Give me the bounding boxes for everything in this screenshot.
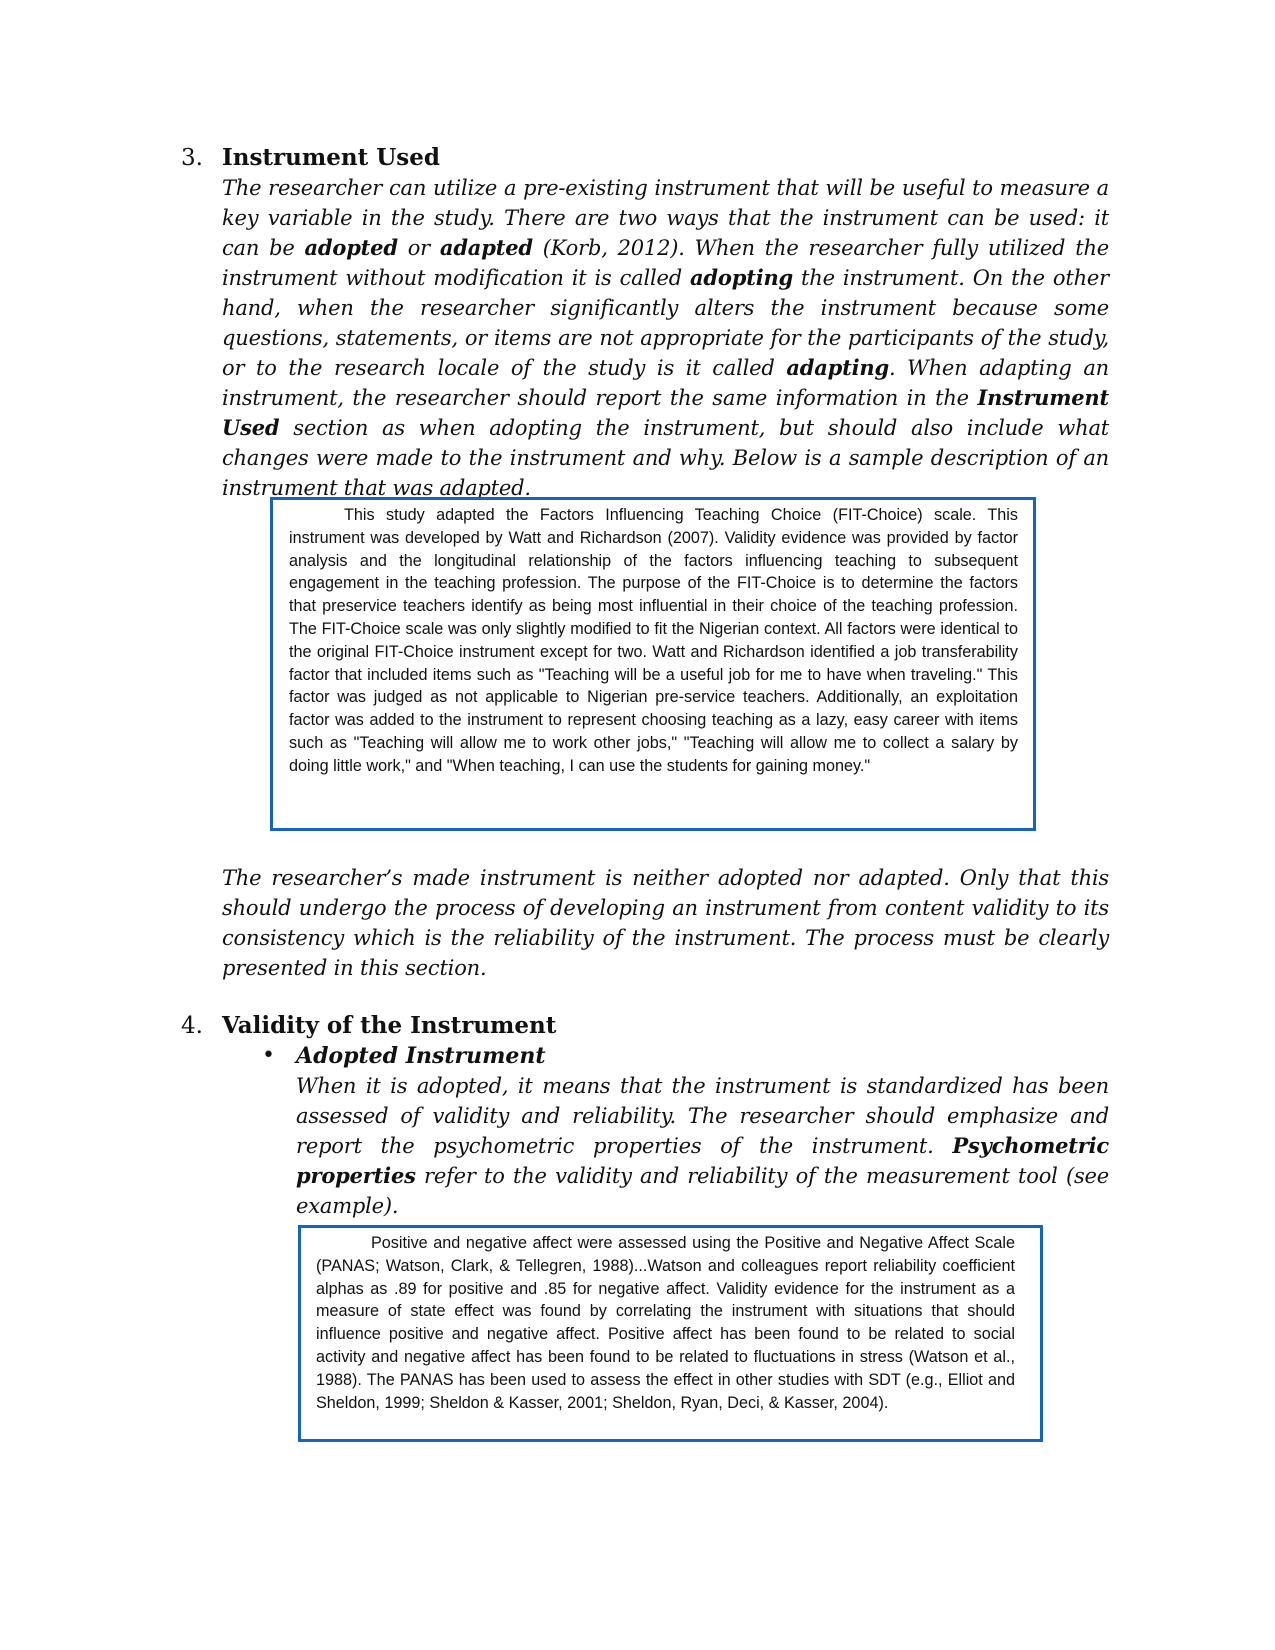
term-adapted: adapted <box>439 235 533 260</box>
paragraph-text: refer to the validity and reliability of the measurement tool (see example). <box>296 1164 1109 1218</box>
adopted-instrument-example-box <box>298 1225 1043 1442</box>
term-psychometric-properties: Psychometric properties <box>296 1133 1109 1188</box>
example-box-text: Positive and negative affect were assessed using the Positive and Negative Affect Scale (PANAS; Watson, Clark, & Tellegren, 1988)...Watson and colleagues report reliability coefficient alphas as .89 for positive and .85 for negative affect. Validity evidence for the instrument as a measure of state effect was found by correlating the instrument with situations that should influence positive and negative affect. Positive affect has been found to be related to social activity and negative affect has been found to be related to fluctuations in stress (Watson et al., 1988). The PANAS has been used to assess the effect in other studies with SDT (e.g., Elliot and Sheldon, 1999; Sheldon & Kasser, 2001; Sheldon, Ryan, Deci, & Kasser, 2004). <box>316 1234 1015 1412</box>
paragraph-text: The researcher can utilize a pre-existing instrument that will be useful to measure a key variable in the study. There are two ways that the instrument can be used: it can be <box>222 176 1109 260</box>
adopted-instrument-paragraph <box>296 1071 1109 1221</box>
bullet-title: Adopted Instrument <box>296 1043 546 1069</box>
section-3-title: Instrument Used <box>222 144 440 171</box>
term-adopted: adopted <box>304 235 398 260</box>
paragraph-text: When it is adopted, it means that the instrument is standardized has been assessed of validity and reliability. The researcher should emphasize and report the psychometric properties of the instrument. <box>296 1074 1109 1158</box>
term-adopting: adopting <box>690 265 794 290</box>
example-box-text: This study adapted the Factors Influencing Teaching Choice (FIT-Choice) scale. This instrument was developed by Watt and Richardson (2007). Validity evidence was provided by factor analysis and the longitudinal relationship of the factors influencing teaching to subsequent engagement in the teaching profession. The purpose of the FIT-Choice is to determine the factors that preservice teachers identify as being most influential in their choice of the teaching profession. The FIT-Choice scale was only slightly modified to fit the Nigerian context. All factors were identical to the original FIT-Choice instrument except for two. Watt and Richardson identified a job transferability factor that included items such as "Teaching will be a useful job for me to have when traveling." This factor was judged as not applicable to Nigerian pre-service teachers. Additionally, an exploitation factor was added to the instrument to represent choosing teaching as a lazy, easy career with items such as "Teaching will allow me to work other jobs," "Teaching will allow me to collect a salary by doing little work," and "When teaching, I can use the students for gaining money." <box>289 506 1018 775</box>
section-4-title: Validity of the Instrument <box>222 1012 557 1039</box>
paragraph-text: (Korb, 2012). When the researcher fully utilized the instrument without modification it is called <box>222 236 1109 290</box>
term-instrument-used: Instrument Used <box>222 385 1109 440</box>
term-adapting: adapting <box>786 355 889 380</box>
section-3-paragraph-1 <box>222 173 1109 503</box>
section-3-number: 3. <box>181 145 203 171</box>
paragraph-text: the instrument. On the other hand, when the researcher significantly alters the instrument because some questions, statements, or items are not appropriate for the participants of the study, or to the research locale of the study is it called <box>222 266 1109 380</box>
section-4-number: 4. <box>181 1013 203 1039</box>
adapted-instrument-example-box <box>270 497 1036 831</box>
bullet-point: • <box>262 1043 275 1068</box>
paragraph-text: . When adapting an instrument, the researcher should report the same information in the <box>222 356 1109 410</box>
paragraph-text: or <box>397 236 440 260</box>
paragraph-text: section as when adopting the instrument, but should also include what changes were made to the instrument and why. Below is a sample description of an instrument that was adapted. <box>222 416 1109 500</box>
section-3-paragraph-2: The researcher’s made instrument is neither adopted nor adapted. Only that this should undergo the process of developing an instrument from content validity to its consistency which is the reliability of the instrument. The process must be clearly presented in this section. <box>222 866 1109 980</box>
